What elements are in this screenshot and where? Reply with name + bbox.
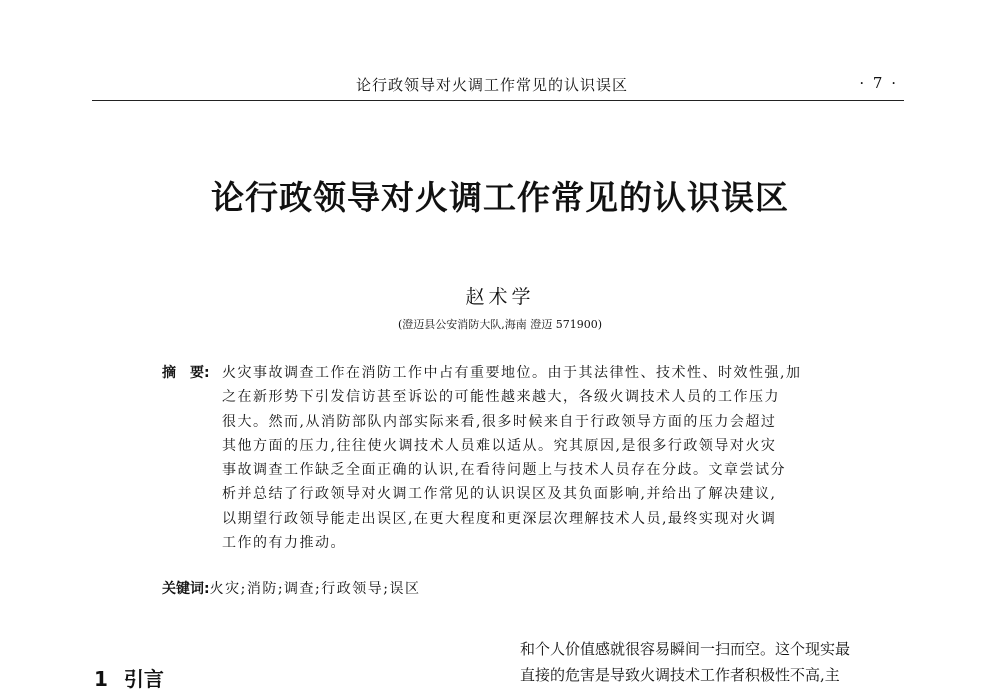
abstract-line: 之在新形势下引发信访甚至诉讼的可能性越来越大，各级火调技术人员的工作压力: [222, 389, 780, 406]
keywords-label: 关键词:: [162, 581, 210, 597]
abstract-line: 其他方面的压力,往往使火调技术人员难以适从。究其原因,是很多行政领导对火灾: [222, 437, 777, 454]
abstract-line: 析并总结了行政领导对火调工作常见的认识误区及其负面影响,并给出了解决建议,: [222, 486, 777, 503]
abstract-line: 火灾事故调查工作在消防工作中占有重要地位。由于其法律性、技术性、时效性强,加: [222, 365, 802, 381]
section-number: 1: [94, 667, 108, 691]
author-affiliation: (澄迈县公安消防大队,海南 澄迈 571900): [397, 318, 603, 331]
abstract-line: 以期望行政领导能走出误区,在更大程度和更深层次理解技术人员,最终实现对火调: [222, 510, 777, 527]
keywords: [162, 578, 420, 598]
header-rule: [92, 100, 904, 101]
page-number: · 7 ·: [859, 74, 898, 92]
running-title: 论行政领导对火调工作常见的认识误区: [355, 76, 628, 94]
article-title: 论行政领导对火调工作常见的认识误区: [211, 178, 789, 217]
author-name: 赵术学: [465, 286, 535, 308]
section-title: 引言: [123, 667, 164, 691]
abstract-body: [222, 361, 834, 555]
body-text-right-column: [520, 636, 910, 688]
abstract-line: 工作的有力推动。: [222, 535, 346, 552]
abstract-line: 很大。然而,从消防部队内部实际来看,很多时候来自于行政领导方面的压力会超过: [222, 413, 777, 430]
running-header: [92, 74, 904, 98]
keywords-text: 火灾;消防;调查;行政领导;误区: [209, 581, 421, 597]
body-line: 和个人价值感就很容易瞬间一扫而空。这个现实最: [520, 640, 851, 658]
section-heading: [94, 663, 164, 692]
abstract-label: 摘 要:: [162, 365, 210, 381]
abstract-line: 事故调查工作缺乏全面正确的认识,在看待问题上与技术人员存在分歧。文章尝试分: [222, 462, 786, 479]
body-line: 直接的危害是导致火调技术工作者积极性不高,主: [520, 666, 840, 684]
